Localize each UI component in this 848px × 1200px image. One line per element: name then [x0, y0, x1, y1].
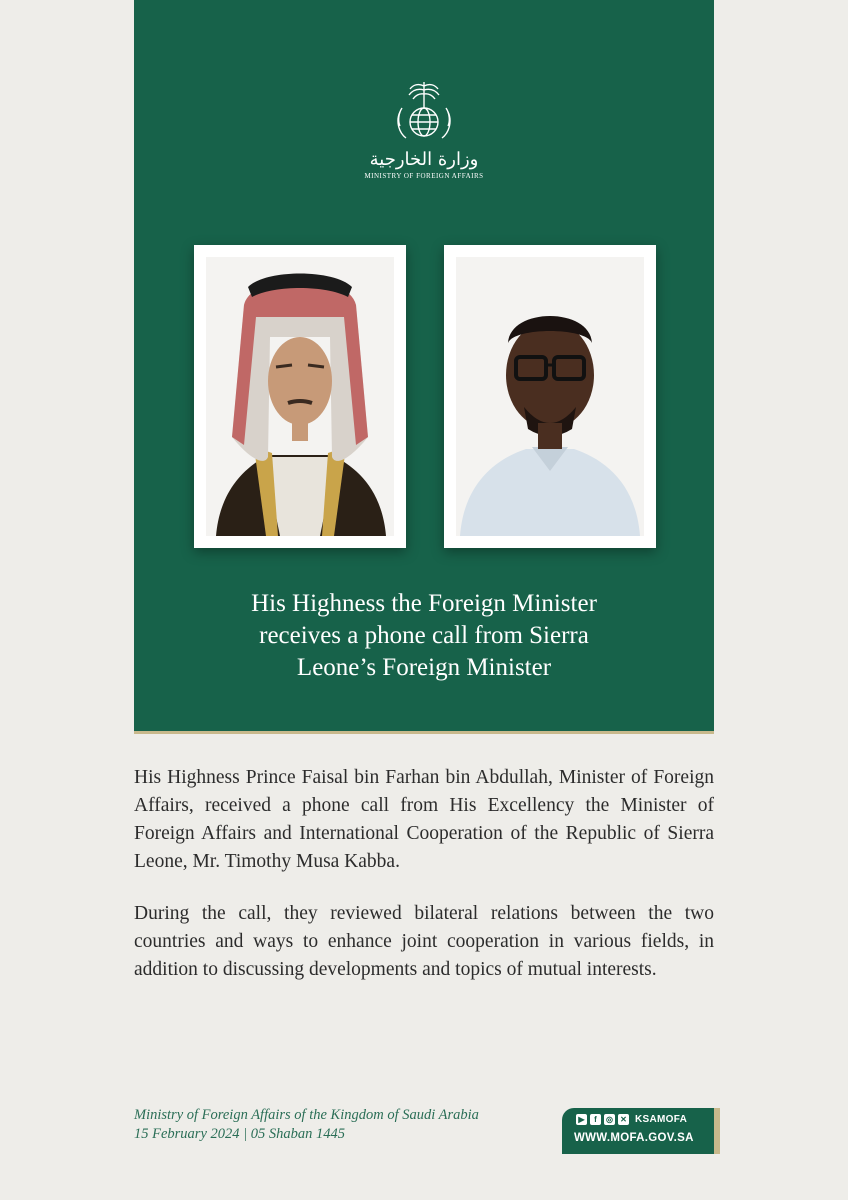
facebook-icon[interactable]: f	[590, 1114, 601, 1125]
headline-line-1: His Highness the Foreign Minister	[251, 590, 597, 617]
logo-arabic-text: وزارة الخارجية	[369, 149, 479, 170]
gold-divider	[134, 731, 714, 734]
portrait-sierra-leone-minister	[456, 257, 644, 536]
gold-tab	[714, 1108, 720, 1154]
headline-line-3: Leone’s Foreign Minister	[296, 654, 552, 681]
ministry-logo	[360, 78, 488, 204]
article-body	[134, 764, 714, 1008]
footer-credit	[134, 1106, 479, 1144]
photo-saudi-minister	[194, 245, 406, 548]
paragraph-1: His Highness Prince Faisal bin Farhan bin Abdullah, Minister of Foreign Affairs, received a phone call from His Excellency the Minister of Foreign Affairs and International Cooperation of the Republic of Sierra Leone, Mr. Timothy Musa Kabba.	[134, 767, 714, 872]
headline-line-2: receives a phone call from Sierra	[259, 622, 589, 649]
youtube-icon[interactable]: ▶	[576, 1114, 587, 1125]
social-icons-row	[576, 1114, 687, 1125]
logo-english-text: MINISTRY OF FOREIGN AFFAIRS	[364, 172, 484, 180]
paragraph-2: During the call, they reviewed bilateral relations between the two countries and ways to enhance joint cooperation in various fields, in addition to discussing developments and topics of mutual interests.	[134, 903, 714, 980]
footer-ministry: Ministry of Foreign Affairs of the Kingdom of Saudi Arabia	[134, 1107, 479, 1123]
headline	[134, 588, 714, 684]
instagram-icon[interactable]: ◎	[604, 1114, 615, 1125]
footer-date: 15 February 2024 | 05 Shaban 1445	[134, 1126, 346, 1142]
emblem-icon	[392, 78, 456, 144]
portrait-saudi-minister	[206, 257, 394, 536]
website-link[interactable]: WWW.MOFA.GOV.SA	[574, 1132, 694, 1144]
social-badge[interactable]	[562, 1108, 714, 1154]
x-icon[interactable]: ✕	[618, 1114, 629, 1125]
photo-sierra-leone-minister	[444, 245, 656, 548]
social-handle[interactable]: KSAMOFA	[635, 1114, 688, 1125]
